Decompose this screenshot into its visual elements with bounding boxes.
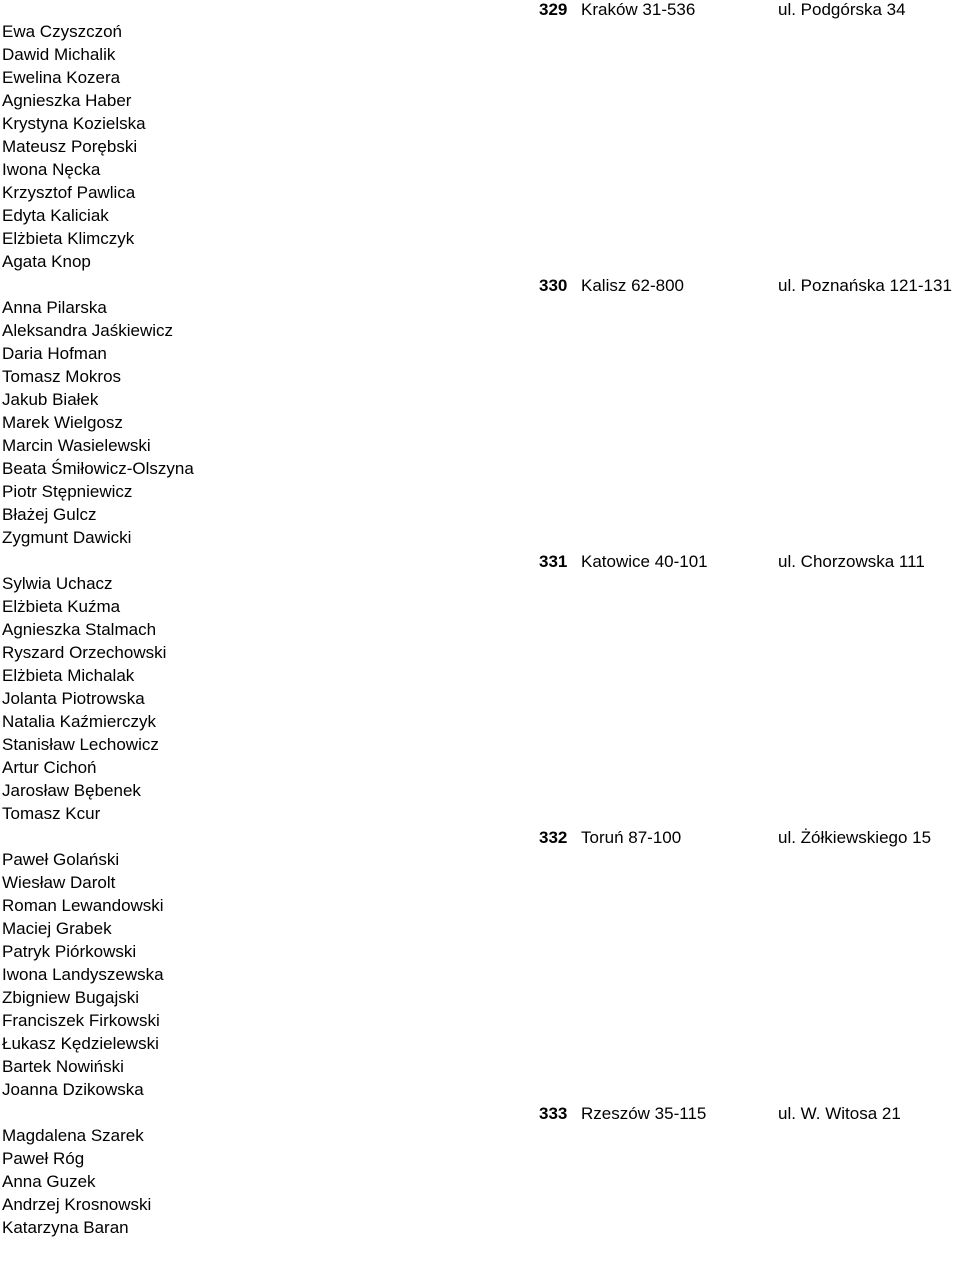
person-name: Franciszek Firkowski: [2, 1011, 160, 1030]
office-city: Katowice 40-101: [581, 552, 708, 571]
person-name: Paweł Golański: [2, 850, 120, 869]
person-name: Anna Guzek: [2, 1172, 96, 1191]
person-name: Sylwia Uchacz: [2, 574, 113, 593]
person-name: Stanisław Lechowicz: [2, 735, 159, 754]
person-name: Tomasz Kcur: [2, 804, 101, 823]
office-street: ul. W. Witosa 21: [778, 1104, 901, 1123]
person-name: Ewelina Kozera: [2, 68, 121, 87]
person-name: Natalia Kaźmierczyk: [2, 712, 156, 731]
person-name: Artur Cichoń: [2, 758, 97, 777]
person-name: Andrzej Krosnowski: [2, 1195, 152, 1214]
office-city: Rzeszów 35-115: [581, 1104, 707, 1123]
person-name: Aleksandra Jaśkiewicz: [2, 321, 174, 340]
person-name: Mateusz Porębski: [2, 137, 138, 156]
person-name: Piotr Stępniewicz: [2, 482, 133, 501]
person-name: Tomasz Mokros: [2, 367, 122, 386]
name-group: [2, 296, 522, 549]
office-street: ul. Poznańska 121-131: [778, 276, 952, 295]
office-street: ul. Podgórska 34: [778, 0, 906, 19]
person-name: Anna Pilarska: [2, 298, 107, 317]
person-name: Elżbieta Klimczyk: [2, 229, 135, 248]
person-name: Łukasz Kędzielewski: [2, 1034, 159, 1053]
office-number: 329: [539, 0, 568, 19]
person-name: Roman Lewandowski: [2, 896, 164, 915]
person-name: Krzysztof Pawlica: [2, 183, 136, 202]
person-name: Zbigniew Bugajski: [2, 988, 140, 1007]
name-group: [2, 848, 522, 1101]
person-name: Jolanta Piotrowska: [2, 689, 145, 708]
person-name: Agnieszka Stalmach: [2, 620, 157, 639]
person-name: Beata Śmiłowicz-Olszyna: [2, 459, 194, 478]
person-name: Iwona Landyszewska: [2, 965, 164, 984]
office-number: 333: [539, 1104, 568, 1123]
person-name: Marcin Wasielewski: [2, 436, 151, 455]
person-name: Iwona Nęcka: [2, 160, 101, 179]
person-name: Maciej Grabek: [2, 919, 112, 938]
person-name: Agata Knop: [2, 252, 91, 271]
person-name: Błażej Gulcz: [2, 505, 97, 524]
name-group: [2, 20, 522, 273]
person-name: Ryszard Orzechowski: [2, 643, 167, 662]
person-name: Jarosław Bębenek: [2, 781, 141, 800]
person-name: Dawid Michalik: [2, 45, 116, 64]
person-name: Elżbieta Michalak: [2, 666, 135, 685]
office-street: ul. Chorzowska 111: [778, 552, 925, 571]
names-column: [2, 20, 522, 1262]
person-name: Ewa Czyszczoń: [2, 22, 122, 41]
person-name: Paweł Róg: [2, 1149, 85, 1168]
person-name: Jakub Białek: [2, 390, 99, 409]
person-name: Elżbieta Kuźma: [2, 597, 121, 616]
person-name: Wiesław Darolt: [2, 873, 116, 892]
person-name: Agnieszka Haber: [2, 91, 132, 110]
person-name: Krystyna Kozielska: [2, 114, 146, 133]
office-street: ul. Żółkiewskiego 15: [778, 828, 932, 847]
person-name: Magdalena Szarek: [2, 1126, 144, 1145]
person-name: Patryk Piórkowski: [2, 942, 137, 961]
person-name: Edyta Kaliciak: [2, 206, 109, 225]
person-name: Daria Hofman: [2, 344, 107, 363]
person-name: Bartek Nowiński: [2, 1057, 124, 1076]
person-name: Marek Wielgosz: [2, 413, 123, 432]
person-name: Joanna Dzikowska: [2, 1080, 144, 1099]
office-city: Toruń 87-100: [581, 828, 682, 847]
person-name: Katarzyna Baran: [2, 1218, 129, 1237]
name-group: [2, 1124, 522, 1239]
office-city: Kraków 31-536: [581, 0, 696, 19]
name-group: [2, 572, 522, 825]
office-number: 331: [539, 552, 568, 571]
office-number: 330: [539, 276, 568, 295]
person-name: Zygmunt Dawicki: [2, 528, 132, 547]
office-number: 332: [539, 828, 568, 847]
office-city: Kalisz 62-800: [581, 276, 685, 295]
